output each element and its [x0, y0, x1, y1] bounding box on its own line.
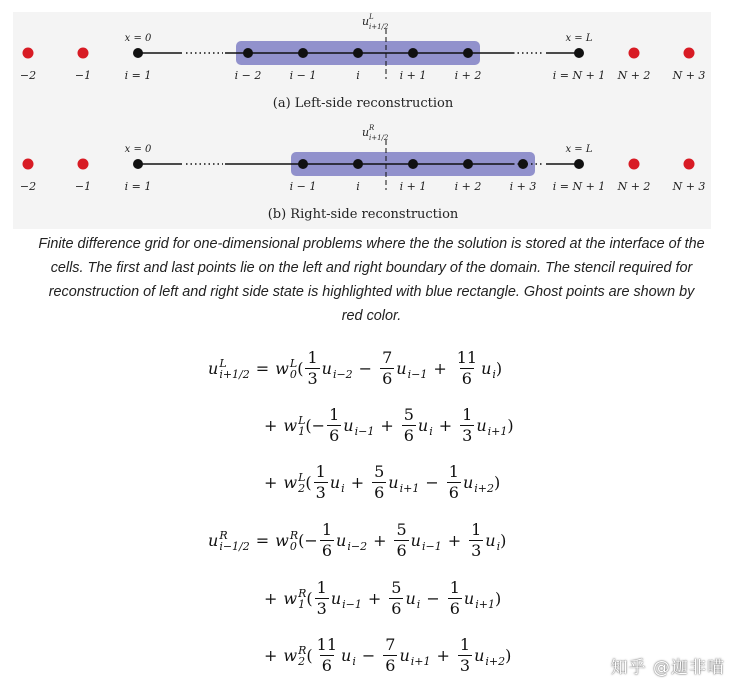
- u-term-sup: [355, 415, 375, 426]
- coefficient-fraction-den: 6: [321, 656, 332, 675]
- u-term-sub: i+2: [485, 654, 506, 668]
- u-term-base: u: [474, 646, 485, 665]
- u-term-scripts: [341, 472, 345, 494]
- panel-b-ghost-point: [23, 159, 34, 170]
- u-term: [388, 472, 419, 494]
- weight-symbol-scripts: [298, 588, 306, 610]
- u-term-scripts: [485, 645, 505, 667]
- u-term-sub: i−1: [342, 597, 362, 611]
- u-term-sub: i−2: [332, 367, 353, 381]
- panel-a-stencil-label: i − 2: [234, 69, 262, 82]
- coefficient-fraction-num: 1: [315, 462, 326, 481]
- coefficient-fraction: [389, 578, 403, 619]
- u-term-sup: [333, 358, 353, 369]
- u-term-sup: [341, 472, 345, 483]
- u-term: [405, 588, 420, 610]
- coefficient-fraction-den: 3: [471, 541, 482, 560]
- weight-symbol-sub: 1: [298, 424, 306, 438]
- u-term-sup: [475, 588, 495, 599]
- coefficient-fraction-num: 7: [382, 348, 393, 367]
- u-term-base: u: [343, 416, 354, 435]
- weight-symbol-scripts: [290, 358, 297, 380]
- u-term: [331, 588, 362, 610]
- u-term: [418, 415, 433, 437]
- equation-row: [258, 462, 500, 503]
- coefficient-fraction-den: 6: [329, 426, 340, 445]
- panel-a-interface-label: u: [362, 15, 370, 28]
- weight-symbol-scripts: [290, 530, 298, 552]
- u-term: [322, 358, 353, 380]
- panel-b-grid-point: [408, 159, 418, 169]
- coefficient-fraction-num: 1: [329, 405, 340, 424]
- coefficient-fraction: [458, 635, 472, 676]
- coefficient-fraction: [394, 520, 408, 561]
- u-term-sup: [488, 415, 508, 426]
- panel-a-stencil-label: i + 2: [454, 69, 482, 82]
- u-term-scripts: [475, 588, 495, 610]
- u-term-base: u: [341, 646, 352, 665]
- u-term-base: u: [410, 531, 421, 550]
- panel-b-label-ghost-m2: −2: [19, 180, 37, 193]
- panel-a-grid-point: [408, 48, 418, 58]
- panel-a-grid-point: [353, 48, 363, 58]
- equation-lhs-base: u: [208, 359, 219, 378]
- u-term-base: u: [396, 359, 407, 378]
- u-term-sup: [408, 358, 428, 369]
- coefficient-fraction-num: 5: [396, 520, 407, 539]
- weight-symbol: [275, 530, 298, 552]
- u-term-sub: i: [352, 654, 356, 668]
- equation-row: [258, 635, 511, 676]
- panel-b-ghost-point: [629, 159, 640, 170]
- term-sign: +: [367, 589, 382, 608]
- equation-lhs-sup: L: [219, 356, 227, 370]
- weight-symbol-sub: 0: [289, 367, 297, 381]
- weight-symbol-sup: L: [298, 413, 306, 427]
- term-sign: +: [373, 531, 387, 550]
- caption-line-3: reconstruction of left and right side state is highlighted with blue rectangle. Ghost points are shown by: [48, 284, 695, 300]
- panel-a-label-ghost-m1: −1: [74, 69, 92, 82]
- u-term: [343, 415, 374, 437]
- panel-a-label-N1: i = N + 1: [552, 69, 606, 82]
- coefficient-fraction-den: 3: [462, 426, 473, 445]
- coefficient-fraction: [455, 348, 479, 389]
- u-term-base: u: [329, 473, 341, 492]
- u-term-sub: i+1: [487, 424, 508, 438]
- u-term-base: u: [405, 589, 416, 608]
- panel-a-caption: (a) Left-side reconstruction: [272, 96, 454, 111]
- panel-b-stencil-label: i − 1: [289, 180, 317, 193]
- term-sign: −: [358, 359, 373, 378]
- panel-b-grid-point: [518, 159, 528, 169]
- u-term-sub: i−1: [354, 424, 375, 438]
- u-term-sub: i: [496, 539, 501, 553]
- panel-b-grid-point: [463, 159, 473, 169]
- panel-a-grid-point: [574, 48, 584, 58]
- weight-symbol-sup: R: [298, 643, 307, 657]
- panel-b-interface-label-sub: i+1/2: [369, 134, 389, 142]
- u-term-sub: i+1: [410, 654, 431, 668]
- weight-symbol-base: w: [283, 589, 298, 608]
- caption-line-4: red color.: [341, 308, 402, 324]
- equation-lhs-scripts: [219, 530, 249, 552]
- panel-b-label-N3: N + 3: [672, 180, 706, 193]
- close-paren: ): [505, 646, 512, 665]
- weight-symbol: [283, 472, 305, 494]
- equation-lhs-sub: i−1/2: [219, 539, 250, 553]
- u-term-base: u: [463, 589, 475, 608]
- panel-b-caption: (b) Right-side reconstruction: [267, 207, 459, 222]
- equation-row: [258, 405, 514, 446]
- open-paren: (: [305, 473, 312, 492]
- coefficient-fraction-num: 1: [448, 462, 459, 481]
- u-term-sub: i−2: [347, 539, 368, 553]
- u-term-sup: [347, 530, 367, 541]
- close-paren: ): [495, 359, 503, 378]
- weight-symbol-scripts: [298, 472, 305, 494]
- u-term-sup: [474, 472, 494, 483]
- u-term-base: u: [476, 416, 487, 435]
- coefficient-fraction-den: 6: [449, 599, 460, 618]
- u-term-sub: i: [429, 424, 433, 438]
- term-sign: +: [447, 531, 462, 550]
- weight-symbol-sup: R: [298, 586, 307, 600]
- close-paren: ): [500, 531, 507, 550]
- coefficient-fraction: [383, 635, 397, 676]
- panel-a-label-x0: x = 0: [124, 33, 152, 44]
- coefficient-fraction: [305, 348, 319, 389]
- weno-equations: [0, 348, 743, 696]
- u-term-sup: [411, 645, 431, 656]
- u-term-scripts: [355, 415, 375, 437]
- weight-symbol-sup: L: [289, 356, 298, 370]
- coefficient-fraction-den: 3: [316, 599, 327, 618]
- equation-lhs-scripts: [219, 358, 249, 380]
- plus-sign: +: [264, 416, 278, 435]
- u-term-scripts: [474, 472, 494, 494]
- weight-symbol-base: w: [283, 416, 298, 435]
- weight-symbol-base: w: [283, 473, 298, 492]
- panel-a-label-N2: N + 2: [617, 69, 651, 82]
- panel-b-label-N1: i = N + 1: [552, 180, 606, 193]
- coefficient-fraction: [448, 578, 462, 619]
- weight-symbol-scripts: [298, 415, 305, 437]
- open-paren: (: [305, 416, 312, 435]
- coefficient-fraction: [315, 578, 329, 619]
- coefficient-fraction: [460, 405, 474, 446]
- panel-a-interface-label-sup: L: [369, 13, 374, 21]
- plus-sign: +: [264, 589, 278, 608]
- panel-a-stencil-label: i − 1: [289, 69, 317, 82]
- panel-b-label-i1: i = 1: [124, 180, 152, 193]
- term-sign: +: [438, 416, 453, 435]
- coefficient-fraction-den: 6: [374, 483, 385, 502]
- weight-symbol-base: w: [275, 359, 289, 378]
- u-term: [464, 588, 495, 610]
- panel-b-grid-point: [574, 159, 584, 169]
- u-term-scripts: [488, 415, 508, 437]
- u-term-scripts: [417, 588, 421, 610]
- weight-symbol-sub: 2: [298, 481, 306, 495]
- u-term-base: u: [481, 359, 492, 378]
- term-sign: −: [425, 473, 439, 492]
- term-sign: −: [426, 589, 440, 608]
- panel-b-ghost-point: [78, 159, 89, 170]
- panel-b-stencil-label: i + 1: [399, 180, 427, 193]
- coefficient-fraction-den: 6: [321, 541, 333, 560]
- u-term-sup: [352, 645, 356, 656]
- u-term-sub: i+1: [399, 481, 420, 495]
- u-term: [396, 358, 427, 380]
- close-paren: ): [507, 416, 514, 435]
- coefficient-fraction-den: 3: [307, 369, 318, 388]
- u-term-scripts: [411, 645, 431, 667]
- weight-symbol-base: w: [283, 646, 298, 665]
- panel-a-ghost-point: [78, 48, 89, 59]
- coefficient-fraction: [447, 462, 461, 503]
- weight-symbol-sub: 1: [298, 597, 306, 611]
- panel-b-grid-point: [353, 159, 363, 169]
- u-term-sub: i: [341, 481, 345, 495]
- coefficient-fraction-num: 1: [462, 405, 473, 424]
- u-term-sup: [417, 588, 421, 599]
- term-sign: +: [380, 416, 394, 435]
- coefficient-fraction-den: 6: [391, 599, 402, 618]
- u-term-sup: [485, 645, 505, 656]
- coefficient-fraction-num: 1: [449, 578, 460, 597]
- coefficient-fraction-den: 6: [403, 426, 414, 445]
- panel-a-stencil-label: i: [356, 69, 360, 82]
- u-term-base: u: [336, 531, 347, 550]
- weight-symbol-sub: 2: [298, 654, 306, 668]
- u-term-scripts: [400, 472, 420, 494]
- term-sign: +: [436, 646, 450, 665]
- weight-symbol-scripts: [298, 645, 306, 667]
- weight-symbol-sub: 0: [289, 539, 297, 553]
- u-term-base: u: [417, 416, 429, 435]
- coefficient-fraction-num: 1: [307, 348, 318, 367]
- coefficient-fraction-den: 6: [461, 369, 472, 388]
- equals-sign: =: [255, 359, 270, 378]
- weight-symbol-sup: R: [289, 528, 299, 542]
- u-term: [463, 472, 494, 494]
- coefficient-fraction-num: 1: [459, 635, 471, 654]
- u-term-sub: i−1: [407, 367, 428, 381]
- panel-a-grid-point: [463, 48, 473, 58]
- coefficient-fraction-num: 11: [316, 635, 338, 654]
- u-term-sub: i: [416, 597, 421, 611]
- u-term: [481, 358, 496, 380]
- u-term: [474, 645, 505, 667]
- panel-a-grid-point: [243, 48, 253, 58]
- u-term-sup: [429, 415, 433, 426]
- panel-a-label-xL: x = L: [565, 33, 593, 44]
- coefficient-fraction-den: 3: [315, 483, 326, 502]
- coefficient-fraction-den: 6: [448, 483, 459, 502]
- term-sign: +: [350, 473, 365, 492]
- panel-a-grid-point: [133, 48, 143, 58]
- panel-b-label-x0: x = 0: [124, 144, 152, 155]
- u-term-scripts: [342, 588, 362, 610]
- u-term: [336, 530, 367, 552]
- panel-b-label-ghost-m1: −1: [74, 180, 92, 193]
- equation-lhs: [208, 358, 250, 380]
- coefficient-fraction: [469, 520, 483, 561]
- panel-b-label-N2: N + 2: [617, 180, 651, 193]
- coefficient-fraction-num: 1: [316, 578, 327, 597]
- term-sign: −: [361, 646, 376, 665]
- panel-b-stencil-label: i + 3: [509, 180, 537, 193]
- equation-lhs-sup: R: [219, 528, 228, 542]
- u-term-scripts: [422, 530, 442, 552]
- u-term: [476, 415, 507, 437]
- u-term-scripts: [333, 358, 353, 380]
- u-term: [411, 530, 442, 552]
- panel-a-ghost-point: [629, 48, 640, 59]
- u-term: [399, 645, 430, 667]
- panel-b-label-xL: x = L: [565, 144, 593, 155]
- caption-line-1: Finite difference grid for one-dimensional problems where the the solution is stored at the interface of the: [38, 236, 705, 252]
- coefficient-fraction-den: 6: [385, 656, 396, 675]
- close-paren: ): [494, 589, 502, 608]
- u-term-base: u: [462, 473, 474, 492]
- u-term-sub: i−1: [421, 539, 442, 553]
- u-term-scripts: [352, 645, 356, 667]
- panel-b-interface-label: u: [362, 126, 370, 139]
- open-paren: (: [306, 646, 313, 665]
- u-term-sub: i+2: [474, 481, 494, 495]
- equals-sign: =: [255, 531, 270, 550]
- watermark: 知乎 @迦非喵: [610, 658, 725, 678]
- equation-lhs-sub: i+1/2: [219, 367, 250, 381]
- open-paren: (: [306, 589, 313, 608]
- equation-lhs: [208, 530, 250, 552]
- u-term-base: u: [485, 531, 496, 550]
- panel-a-stencil-label: i + 1: [399, 69, 427, 82]
- panel-b-grid-point: [133, 159, 143, 169]
- weight-symbol-sup: L: [298, 470, 306, 484]
- coefficient-fraction-num: 11: [456, 348, 478, 367]
- equation-row: [208, 348, 502, 389]
- coefficient-fraction-den: 6: [382, 369, 393, 388]
- u-term-base: u: [388, 473, 399, 492]
- u-term: [330, 472, 345, 494]
- weight-symbol-base: w: [275, 531, 289, 550]
- weight-symbol: [283, 415, 305, 437]
- u-term-base: u: [321, 359, 332, 378]
- term-sign: +: [433, 359, 447, 378]
- panel-b-grid-point: [298, 159, 308, 169]
- caption-line-2: cells. The first and last points lie on the left and right boundary of the domain. The stencil required for: [50, 260, 693, 276]
- panel-a-ghost-point: [684, 48, 695, 59]
- coefficient-fraction-num: 1: [471, 520, 482, 539]
- u-term-scripts: [347, 530, 367, 552]
- grid-figure: [0, 0, 743, 232]
- weight-symbol: [283, 645, 306, 667]
- equation-row: [258, 578, 501, 619]
- equation-row: [208, 520, 506, 561]
- panel-b-stencil-label: i: [356, 180, 360, 193]
- coefficient-fraction: [402, 405, 416, 446]
- coefficient-fraction-num: 5: [403, 405, 414, 424]
- coefficient-fraction-num: 5: [391, 578, 402, 597]
- plus-sign: +: [264, 473, 278, 492]
- open-paren: (: [297, 359, 304, 378]
- u-term-sup: [400, 472, 420, 483]
- u-term-scripts: [429, 415, 433, 437]
- coefficient-fraction-den: 6: [396, 541, 407, 560]
- equation-lhs-base: u: [208, 531, 219, 550]
- u-term-sup: [422, 530, 442, 541]
- u-term-sub: i+1: [475, 597, 495, 611]
- coefficient-fraction: [320, 520, 334, 561]
- coefficient-fraction-num: 1: [321, 520, 333, 539]
- coefficient-fraction-num: 5: [374, 462, 385, 481]
- u-term-base: u: [399, 646, 410, 665]
- open-paren: (: [298, 531, 305, 550]
- plus-sign: +: [264, 646, 278, 665]
- coefficient-fraction: [327, 405, 341, 446]
- panel-b-ghost-point: [684, 159, 695, 170]
- u-term-sup: [342, 588, 362, 599]
- weight-symbol: [283, 588, 306, 610]
- panel-a-ghost-point: [23, 48, 34, 59]
- close-paren: ): [493, 473, 501, 492]
- panel-b-stencil-label: i + 2: [454, 180, 482, 193]
- panel-b-interface-label-sup: R: [369, 124, 375, 132]
- panel-a-interface-label-sub: i+1/2: [369, 23, 389, 31]
- coefficient-fraction-den: 3: [459, 656, 471, 675]
- coefficient-fraction: [314, 462, 328, 503]
- panel-a-grid-point: [298, 48, 308, 58]
- u-term: [341, 645, 356, 667]
- coefficient-fraction: [372, 462, 386, 503]
- term-sign: −: [311, 416, 326, 435]
- coefficient-fraction: [315, 635, 339, 676]
- panel-a-label-i1: i = 1: [124, 69, 152, 82]
- weight-symbol: [275, 358, 297, 380]
- coefficient-fraction: [380, 348, 394, 389]
- u-term: [485, 530, 500, 552]
- panel-a-label-N3: N + 3: [672, 69, 706, 82]
- u-term-base: u: [330, 589, 342, 608]
- u-term-scripts: [408, 358, 428, 380]
- u-term-sub: i: [492, 367, 496, 381]
- panel-a-label-ghost-m2: −2: [19, 69, 37, 82]
- term-sign: −: [304, 531, 318, 550]
- coefficient-fraction-num: 7: [385, 635, 396, 654]
